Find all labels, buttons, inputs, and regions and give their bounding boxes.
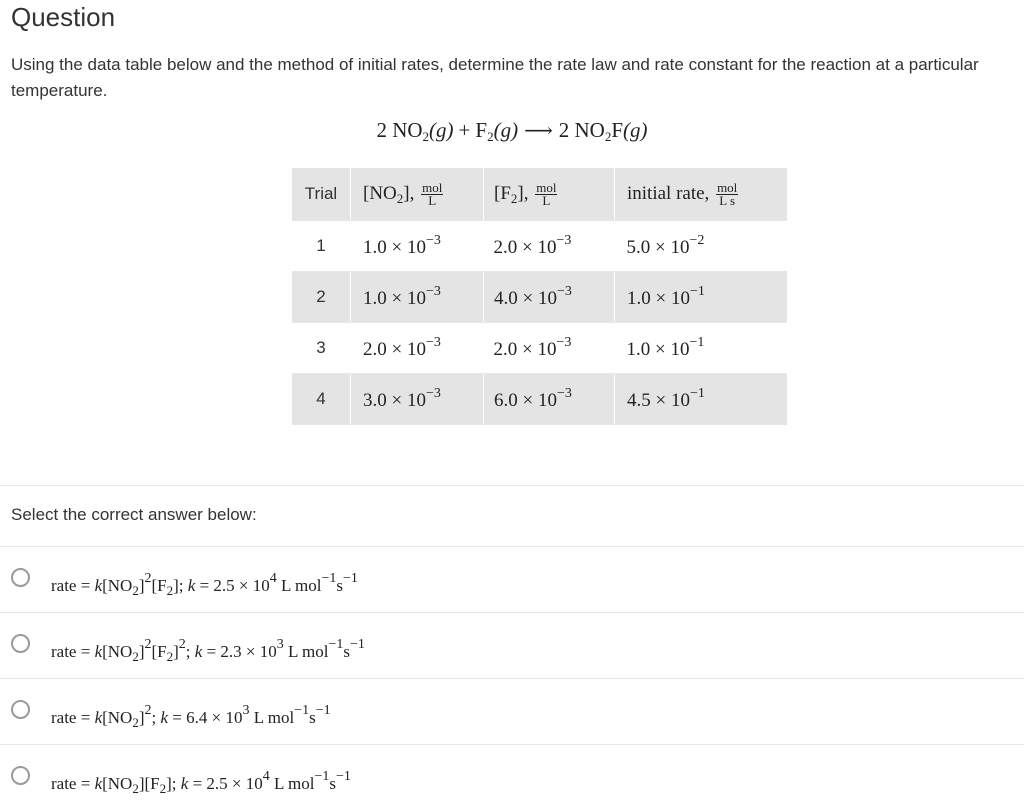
k-symbol: k xyxy=(187,576,196,595)
rate-text: rate = xyxy=(51,576,95,595)
exponent: −1 xyxy=(315,703,331,718)
value: 1.0 × 10 xyxy=(627,288,690,309)
value: 2.0 × 10 xyxy=(363,339,426,360)
answer-option-2[interactable] xyxy=(0,613,1024,677)
exponent: 4 xyxy=(269,571,277,586)
cell-no2 xyxy=(351,374,484,425)
cell-f2 xyxy=(484,272,615,323)
coefficient-left: 2 xyxy=(376,118,387,142)
table-row xyxy=(292,272,787,323)
subscript: 2 xyxy=(487,129,494,144)
subscript: 2 xyxy=(132,781,139,796)
exponent: −1 xyxy=(314,769,330,784)
plus-sign: + xyxy=(458,118,471,142)
product-no2f: NO xyxy=(574,118,605,142)
header-trial: Trial xyxy=(292,168,351,221)
separator: ; xyxy=(178,576,188,595)
subscript: 2 xyxy=(166,583,174,598)
order-exponent: 2 xyxy=(144,703,152,718)
k-symbol: k xyxy=(94,708,103,727)
table-row xyxy=(292,221,787,272)
unit: L mol xyxy=(269,774,315,793)
state-label: (g) xyxy=(429,118,454,142)
unit: L mol xyxy=(283,642,329,661)
value: 5.0 × 10 xyxy=(626,237,690,258)
radio-button[interactable] xyxy=(11,568,30,587)
reactant-no2: NO xyxy=(392,118,423,142)
option-formula xyxy=(51,637,365,665)
value: 6.0 × 10 xyxy=(494,390,557,411)
subscript: 2 xyxy=(166,649,174,664)
radio-button[interactable] xyxy=(11,700,30,719)
answer-option-3[interactable] xyxy=(0,679,1024,743)
unit-numerator: mol xyxy=(717,179,738,195)
cell-no2 xyxy=(351,221,484,272)
k-symbol: k xyxy=(194,642,203,661)
exponent: 4 xyxy=(262,769,270,784)
unit-denominator: L s xyxy=(719,192,736,208)
order-exponent: 2 xyxy=(178,637,186,652)
unit-fraction xyxy=(535,179,557,208)
bracket-close: ] xyxy=(173,576,179,595)
cell-no2 xyxy=(351,323,484,374)
option-formula xyxy=(51,703,331,731)
order-exponent: 2 xyxy=(144,571,152,586)
exponent: 3 xyxy=(242,703,250,718)
cell-rate xyxy=(615,323,788,374)
rate-text: rate = xyxy=(51,708,95,727)
subscript: 2 xyxy=(159,781,167,796)
unit: s xyxy=(309,708,316,727)
question-title: Question xyxy=(11,2,116,32)
k-value: = 2.5 × 10 xyxy=(188,774,263,793)
value: 4.0 × 10 xyxy=(494,288,557,309)
exponent: −3 xyxy=(425,335,441,350)
reaction-arrow: ⟶ xyxy=(524,120,553,142)
bracket-close: ] xyxy=(138,708,145,727)
answer-prompt: Select the correct answer below: xyxy=(11,505,257,524)
cell-trial: 1 xyxy=(292,221,351,272)
value: 4.5 × 10 xyxy=(627,390,690,411)
k-symbol: k xyxy=(94,576,103,595)
value: 2.0 × 10 xyxy=(493,339,557,360)
table-header-row xyxy=(292,168,787,221)
bracket-close: ] xyxy=(173,642,179,661)
subscript: 2 xyxy=(604,129,612,144)
bracket-no2: [NO xyxy=(102,642,133,661)
exponent: −2 xyxy=(689,233,705,248)
separator: ; xyxy=(185,642,195,661)
radio-button[interactable] xyxy=(11,634,30,653)
cell-rate xyxy=(615,272,788,323)
unit-numerator: mol xyxy=(536,179,557,195)
cell-rate xyxy=(615,221,788,272)
exponent: −1 xyxy=(294,703,310,718)
cell-f2 xyxy=(484,323,615,374)
header-f2-text: [F xyxy=(494,182,511,204)
cell-trial: 2 xyxy=(292,272,351,323)
unit: L mol xyxy=(276,576,322,595)
option-formula xyxy=(51,769,351,797)
cell-f2 xyxy=(484,221,615,272)
header-no2 xyxy=(351,168,484,221)
header-rate-text: initial rate, xyxy=(627,182,710,204)
cell-trial: 4 xyxy=(292,374,351,425)
k-value: = 2.5 × 10 xyxy=(195,576,270,595)
k-symbol: k xyxy=(94,642,103,661)
k-symbol: k xyxy=(160,708,169,727)
bracket-no2: [NO xyxy=(102,708,133,727)
exponent: −1 xyxy=(350,637,365,652)
bracket-f2: [F xyxy=(144,774,160,793)
bracket-close: ] xyxy=(138,642,145,661)
cell-rate xyxy=(615,374,788,425)
unit-numerator: mol xyxy=(422,179,443,195)
reactant-f2: F xyxy=(475,118,488,142)
unit-fraction xyxy=(421,179,443,208)
reaction-equation xyxy=(0,118,1024,145)
exponent: −3 xyxy=(556,386,572,401)
subscript: 2 xyxy=(132,715,139,730)
value: 1.0 × 10 xyxy=(363,288,426,309)
subscript: 2 xyxy=(132,583,139,598)
bracket-close: ] xyxy=(138,576,145,595)
exponent: −3 xyxy=(556,284,572,299)
k-value: = 2.3 × 10 xyxy=(202,642,277,661)
separator: ; xyxy=(171,774,181,793)
exponent: −3 xyxy=(425,386,441,401)
state-label: (g) xyxy=(623,118,648,142)
unit-fraction xyxy=(716,179,738,208)
bracket-close: ] xyxy=(166,774,172,793)
exponent: −1 xyxy=(689,386,705,401)
header-no2-text: [NO xyxy=(363,182,397,204)
bracket: ], xyxy=(517,182,529,204)
value: 1.0 × 10 xyxy=(363,237,426,258)
exponent: −1 xyxy=(321,571,337,586)
rate-text: rate = xyxy=(51,774,95,793)
unit-denominator: L xyxy=(428,192,437,208)
exponent: −3 xyxy=(556,335,572,350)
k-value: = 6.4 × 10 xyxy=(168,708,243,727)
bracket-no2: [NO xyxy=(102,576,133,595)
state-label: (g) xyxy=(493,118,519,142)
exponent: −1 xyxy=(328,637,344,652)
exponent: 3 xyxy=(276,637,284,652)
bracket-f2: [F xyxy=(151,642,167,661)
cell-f2 xyxy=(484,374,615,425)
exponent: −1 xyxy=(343,571,358,586)
exponent: −1 xyxy=(689,284,705,299)
subscript: 2 xyxy=(396,190,404,206)
bracket-close: ] xyxy=(138,774,145,793)
value: 3.0 × 10 xyxy=(363,390,426,411)
header-f2 xyxy=(484,168,615,221)
value: 1.0 × 10 xyxy=(626,339,690,360)
answer-option-1[interactable] xyxy=(0,547,1024,611)
subscript: 2 xyxy=(422,129,430,144)
product-tail: F xyxy=(611,118,624,142)
exponent: −1 xyxy=(336,769,351,784)
rate-text: rate = xyxy=(51,642,95,661)
separator: ; xyxy=(151,708,161,727)
cell-no2 xyxy=(351,272,484,323)
section-divider xyxy=(0,485,1024,486)
k-symbol: k xyxy=(180,774,189,793)
exponent: −3 xyxy=(556,233,572,248)
rate-data-table xyxy=(292,168,787,425)
header-rate xyxy=(615,168,788,221)
bracket-f2: [F xyxy=(151,576,167,595)
radio-button[interactable] xyxy=(11,766,30,785)
question-prompt: Using the data table below and the method of initial rates, determine the rate law and rate constant for the reaction at a particular temperature. xyxy=(11,55,979,100)
answer-option-4[interactable] xyxy=(0,745,1024,809)
exponent: −1 xyxy=(689,335,705,350)
unit-denominator: L xyxy=(542,192,551,208)
table-row xyxy=(292,323,787,374)
unit: s xyxy=(343,642,350,661)
exponent: −3 xyxy=(425,284,441,299)
unit: L mol xyxy=(249,708,295,727)
bracket-no2: [NO xyxy=(102,774,133,793)
unit: s xyxy=(329,774,336,793)
exponent: −3 xyxy=(425,233,441,248)
order-exponent: 2 xyxy=(144,637,152,652)
bracket: ], xyxy=(403,182,415,204)
unit: s xyxy=(336,576,343,595)
subscript: 2 xyxy=(132,649,139,664)
table-row xyxy=(292,374,787,425)
subscript: 2 xyxy=(510,190,518,206)
option-formula xyxy=(51,571,358,599)
coefficient-right: 2 xyxy=(558,118,570,142)
cell-trial: 3 xyxy=(292,323,351,374)
value: 2.0 × 10 xyxy=(493,237,557,258)
k-symbol: k xyxy=(94,774,103,793)
